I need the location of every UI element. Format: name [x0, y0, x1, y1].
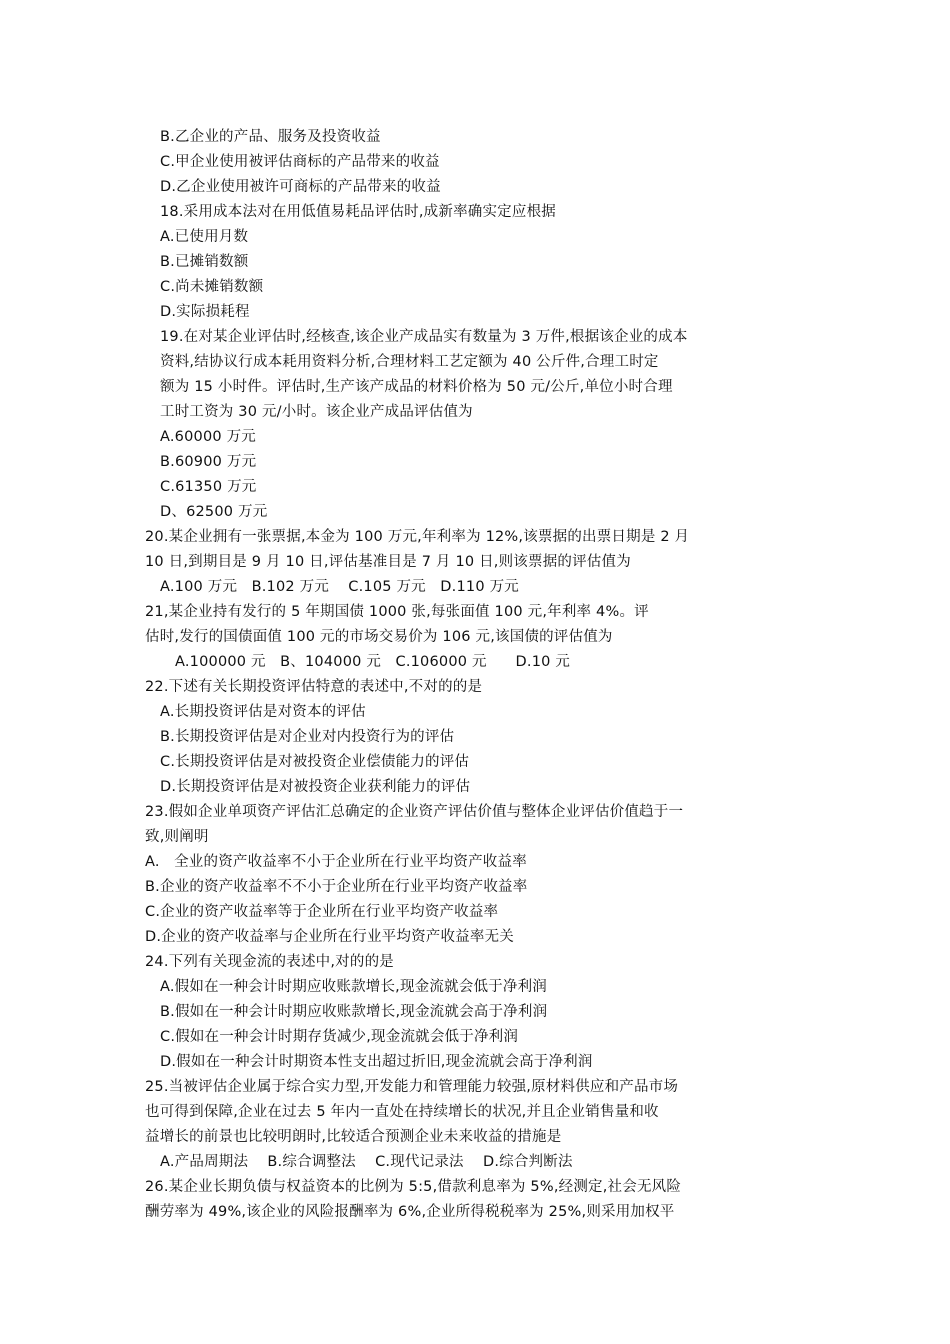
question-line: 19.在对某企业评估时,经核查,该企业产成品实有数量为 3 万件,根据该企业的成本: [160, 329, 688, 345]
question-line: 估时,发行的国债面值 100 元的市场交易价为 106 元,该国债的评估值为: [145, 629, 613, 645]
question-line: 致,则阐明: [145, 829, 209, 845]
option-line: B.假如在一种会计时期应收账款增长,现金流就会高于净利润: [160, 1004, 548, 1020]
question-line: 酬劳率为 49%,该企业的风险报酬率为 6%,企业所得税税率为 25%,则采用加权平: [145, 1204, 675, 1220]
question-line: 23.假如企业单项资产评估汇总确定的企业资产评估价值与整体企业评估价值趋于一: [145, 804, 684, 820]
option-line: B.企业的资产收益率不不小于企业所在行业平均资产收益率: [145, 879, 528, 895]
option-line: B.已摊销数额: [160, 254, 249, 270]
question-line: 22.下述有关长期投资评估特意的表述中,不对的的是: [145, 679, 483, 695]
option-line: A.100000 元 B、104000 元 C.106000 元 D.10 元: [175, 654, 571, 670]
question-line: 18.采用成本法对在用低值易耗品评估时,成新率确实定应根据: [160, 204, 556, 220]
question-line: 21,某企业持有发行的 5 年期国债 1000 张,每张面值 100 元,年利率 4%。评: [145, 604, 649, 620]
option-line: B.60900 万元: [160, 454, 257, 470]
option-line: D.实际损耗程: [160, 304, 250, 320]
option-line: C.企业的资产收益率等于企业所在行业平均资产收益率: [145, 904, 499, 920]
question-line: 20.某企业拥有一张票据,本金为 100 万元,年利率为 12%,该票据的出票日期是 2 月: [145, 529, 690, 545]
question-line: 额为 15 小时件。评估时,生产该产成品的材料价格为 50 元/公斤,单位小时合理: [160, 379, 673, 395]
option-line: D.长期投资评估是对被投资企业获利能力的评估: [160, 779, 471, 795]
question-line: 25.当被评估企业属于综合实力型,开发能力和管理能力较强,原材料供应和产品市场: [145, 1079, 679, 1095]
option-line: D.乙企业使用被许可商标的产品带来的收益: [160, 179, 441, 195]
option-line: B.长期投资评估是对企业对内投资行为的评估: [160, 729, 455, 745]
option-line: C.长期投资评估是对被投资企业偿债能力的评估: [160, 754, 470, 770]
question-line: 资料,结协议行成本耗用资料分析,合理材料工艺定额为 40 公斤件,合理工时定: [160, 354, 659, 370]
question-line: 24.下列有关现金流的表述中,对的的是: [145, 954, 394, 970]
option-line: A.假如在一种会计时期应收账款增长,现金流就会低于净利润: [160, 979, 547, 995]
option-line: B.乙企业的产品、服务及投资收益: [160, 129, 381, 145]
question-line: 也可得到保障,企业在过去 5 年内一直处在持续增长的状况,并且企业销售量和收: [145, 1104, 659, 1120]
question-line: 益增长的前景也比较明朗时,比较适合预测企业未来收益的措施是: [145, 1129, 562, 1145]
option-line: A.长期投资评估是对资本的评估: [160, 704, 366, 720]
option-line: D.假如在一种会计时期资本性支出超过折旧,现金流就会高于净利润: [160, 1054, 593, 1070]
option-line: C.甲企业使用被评估商标的产品带来的收益: [160, 154, 440, 170]
question-line: 工时工资为 30 元/小时。该企业产成品评估值为: [160, 404, 473, 420]
option-line: C.61350 万元: [160, 479, 257, 495]
option-line: A.已使用月数: [160, 229, 249, 245]
option-line: C.尚未摊销数额: [160, 279, 264, 295]
question-line: 26.某企业长期负债与权益资本的比例为 5:5,借款利息率为 5%,经测定,社会无风险: [145, 1179, 682, 1195]
option-line: A.产品周期法 B.综合调整法 C.现代记录法 D.综合判断法: [160, 1154, 573, 1170]
option-line: A.100 万元 B.102 万元 C.105 万元 D.110 万元: [160, 579, 519, 595]
question-line: 10 日,到期目是 9 月 10 日,评估基准目是 7 月 10 日,则该票据的评估值为: [145, 554, 631, 570]
option-line: D、62500 万元: [160, 504, 268, 520]
option-line: D.企业的资产收益率与企业所在行业平均资产收益率无关: [145, 929, 514, 945]
option-line: A.60000 万元: [160, 429, 257, 445]
option-line: A. 全业的资产收益率不小于企业所在行业平均资产收益率: [145, 854, 527, 870]
option-line: C.假如在一种会计时期存货减少,现金流就会低于净利润: [160, 1029, 519, 1045]
